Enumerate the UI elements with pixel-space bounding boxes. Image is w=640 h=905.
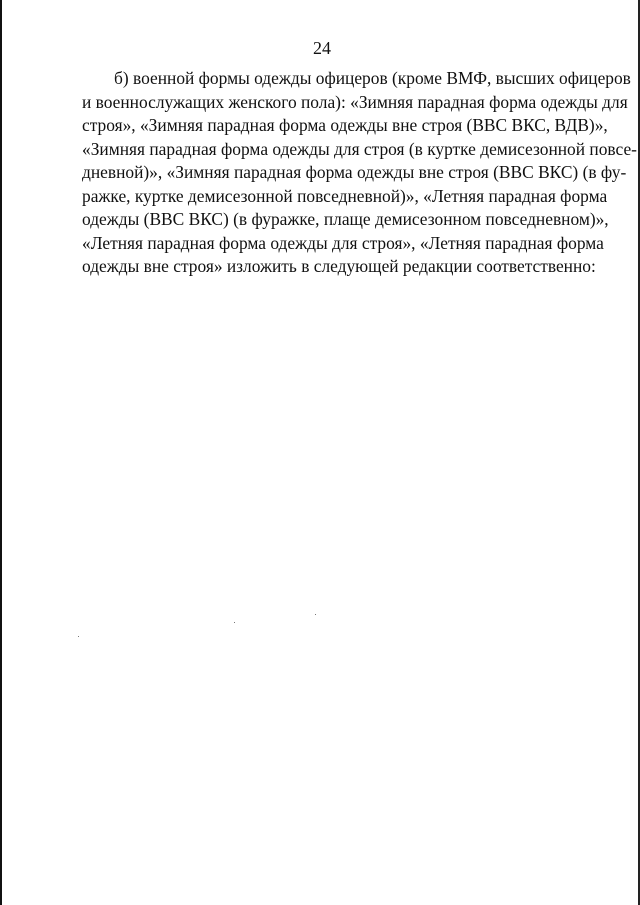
paragraph-line: б) военной формы одежды офицеров (кроме ВМФ, высших офицеров — [114, 68, 631, 88]
paragraph-line: ражке, куртке демисезонной повседневной)», «Летняя парадная форма — [82, 185, 608, 206]
paragraph-line: строя», «Зимняя парадная форма одежды вне строя (ВВС ВКС, ВДВ)», — [82, 115, 608, 135]
scan-speck — [234, 622, 235, 623]
scan-speck — [78, 636, 79, 637]
paragraph-line: «Летняя парадная форма одежды для строя», «Летняя парадная форма — [82, 232, 604, 253]
paragraph-line: одежды вне строя» изложить в следующей редакции соответственно: — [82, 256, 596, 276]
scan-speck — [315, 614, 316, 615]
page-number: 24 — [313, 38, 331, 58]
paragraph-line: и военнослужащих женского пола): «Зимняя парадная форма одежды для — [82, 91, 628, 112]
paragraph-line: дневной)», «Зимняя парадная форма одежды вне строя (ВВС ВКС) (в фу- — [82, 162, 627, 182]
paragraph — [82, 67, 637, 279]
paragraph-line: одежды (ВВС ВКС) (в фуражке, плаще демисезонном повседневном)», — [82, 209, 609, 229]
paragraph-line: «Зимняя парадная форма одежды для строя (в куртке демисезонной повсе- — [82, 138, 637, 159]
